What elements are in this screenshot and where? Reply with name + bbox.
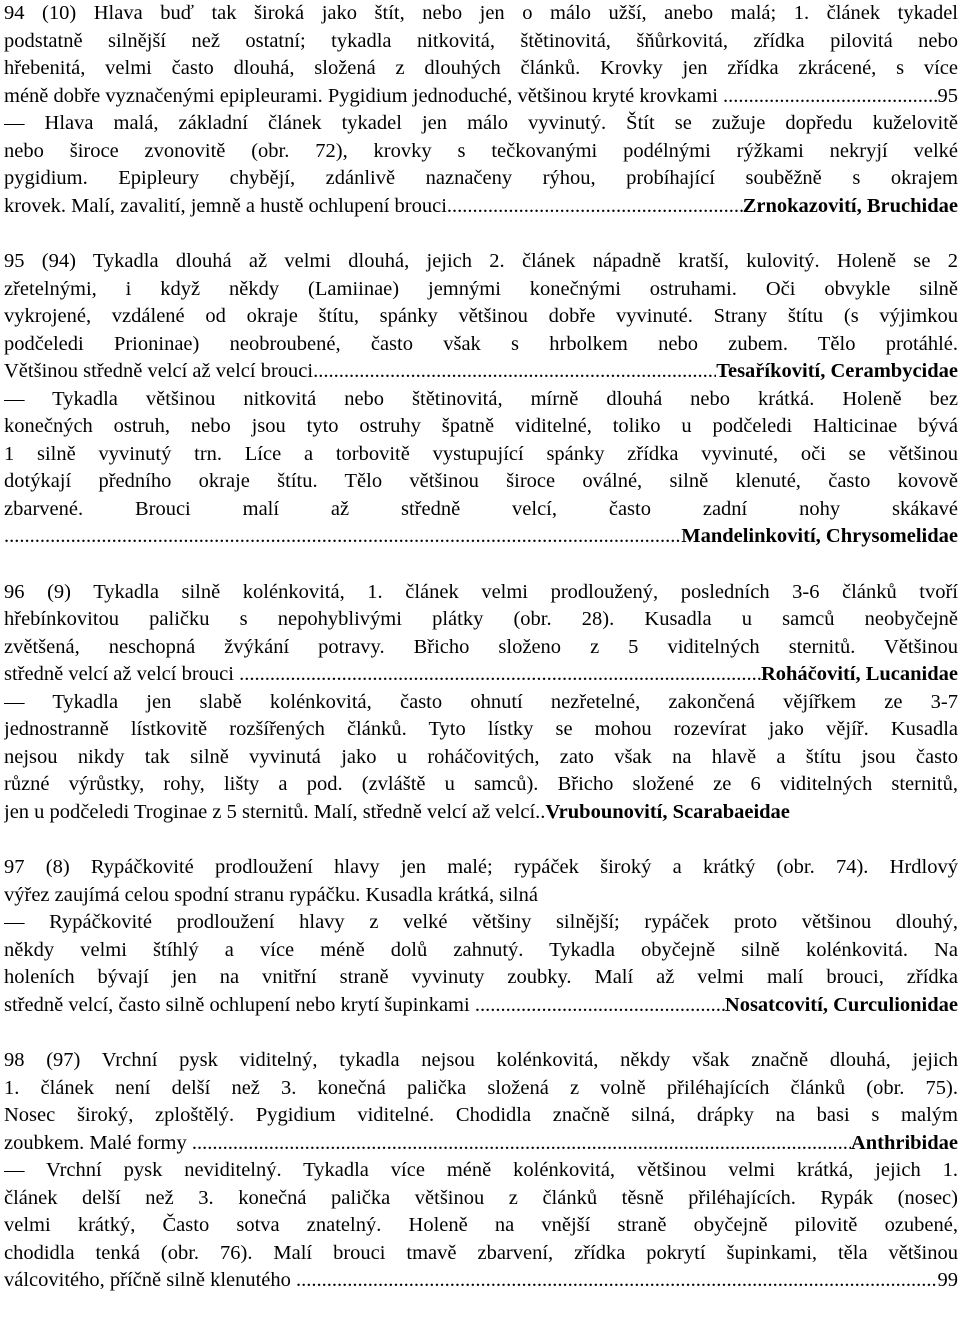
dot-leader xyxy=(480,992,725,1020)
dot-leader xyxy=(301,1267,937,1295)
key-entry-98 xyxy=(4,1047,958,1295)
text-line: 94 (10) Hlava buď tak široká jako štít, nebo jen o málo užší, anebo malá; 1. článek tykadel xyxy=(4,2,958,24)
text-line: pygidium. Epipleury chybějí, zdánlivě naznačeny rýhou, probíhající souběžně s okrajem xyxy=(4,167,958,189)
text-line: holeních bývají jen na vnitřní straně vyvinuty zoubky. Malí až velmi malí brouci, zřídka xyxy=(4,966,958,988)
text-line: — Tykadla jen slabě kolénkovitá, často ohnutí nezřetelné, zakončená vějířkem ze 3-7 xyxy=(4,690,958,713)
leader-line xyxy=(4,992,958,1020)
dot-leader xyxy=(535,799,545,827)
leader-line xyxy=(4,661,958,689)
leader-line xyxy=(4,1130,958,1158)
text-line: jen u podčeledi Troginae z 5 sternitů. Malí, středně velcí až velcí xyxy=(4,800,536,823)
family-name: Anthribidae xyxy=(850,1131,958,1154)
text-line: nebo široce zvonovitě (obr. 72), krovky s tečkovanými podélnými rýžkami nekryjí velké xyxy=(4,139,958,162)
text-line: středně velcí až velcí brouci . xyxy=(4,663,245,685)
dot-leader xyxy=(4,523,681,551)
key-reference: 99 xyxy=(937,1269,958,1291)
dot-leader xyxy=(197,1130,851,1158)
key-reference: 95 xyxy=(937,84,958,107)
text-line: středně velcí, často silně ochlupení nebo krytí šupinkami . xyxy=(4,993,480,1016)
key-entry-94 xyxy=(4,0,958,220)
text-line: zoubkem. Malé formy . xyxy=(4,1131,197,1154)
text-line: chodidla tenká (obr. 76). Malí brouci tmavě zbarvení, zřídka pokrytí šupinkami, těla většinou xyxy=(4,1241,958,1264)
text-line: 96 (9) Tykadla silně kolénkovitá, 1. článek velmi prodloužený, posledních 3-6 článků tvoří xyxy=(4,580,958,603)
text-line: méně dobře vyznačenými epipleurami. Pygidium jednoduché, většinou kryté krovkami . xyxy=(4,84,729,107)
text-line: zvětšená, neschopná žvýkání potravy. Břicho složeno z 5 viditelných sternitů. Většinou xyxy=(4,635,958,658)
key-entry-95 xyxy=(4,248,958,551)
dot-leader xyxy=(313,358,716,386)
text-line: — Tykadla většinou nitkovitá nebo štětinovitá, mírně dlouhá nebo krátká. Holeně bez xyxy=(4,387,958,410)
family-name: Tesaříkovití, Cerambycidae xyxy=(716,360,958,382)
text-line: Většinou středně velcí až velcí brouci xyxy=(4,360,314,382)
leader-line xyxy=(4,193,958,221)
text-line: zřetelnými, i když někdy (Lamiinae) jemnými konečnými ostruhami. Oči obvykle silně xyxy=(4,277,958,300)
leader-line xyxy=(4,83,958,111)
text-line: — Hlava malá, základní článek tykadel jen málo vyvinutý. Štít se zužuje dopředu kuželovitě xyxy=(4,112,958,134)
text-line: jednostranně lístkovitě rozšířených článků. Tyto lístky se mohou rozevírat jako vějíř. Kusadla xyxy=(4,718,958,740)
family-name: Vrubounovití, Scarabaeidae xyxy=(545,800,790,823)
text-line: hřebínkovitou paličku s nepohyblivými plátky (obr. 28). Kusadla u samců neobyčejně xyxy=(4,608,958,630)
text-line: podstatně silnější než ostatní; tykadla nitkovitá, štětinovitá, šňůrkovitá, zřídka pilovitá nebo xyxy=(4,29,958,52)
family-name: Nosatcovití, Curculionidae xyxy=(724,993,958,1016)
text-line: — Rypáčkovité prodloužení hlavy z velké většiny silnější; rypáček proto většinou dlouhý, xyxy=(4,911,958,933)
family-name: Mandelinkovití, Chrysomelidae xyxy=(681,525,958,547)
text-line: Nosec široký, zploštělý. Pygidium viditelné. Chodidla značně silná, drápky na basi s malým xyxy=(4,1104,958,1126)
text-line: hřebenitá, velmi často dlouhá, složená z dlouhých článků. Krovky jen zřídka zkrácené, s více xyxy=(4,57,958,79)
text-line: různé výrůstky, rohy, lišty a pod. (zvláště u samců). Břicho složené ze 6 viditelných sternitů, xyxy=(4,773,958,795)
leader-line xyxy=(4,523,958,551)
text-line: podčeledi Prioninae) neobroubené, často však s hrbolkem nebo zubem. Tělo protáhlé. xyxy=(4,332,958,355)
text-line: válcovitého, příčně silně klenutého . xyxy=(4,1269,302,1291)
text-line: vykrojené, vzdálené od okraje štítu, spánky většinou dobře vyvinuté. Strany štítu (s výjimkou xyxy=(4,305,958,327)
text-line: nejsou nikdy tak silně vyvinutá jako u roháčovitých, zato však na hlavě a štítu jsou často xyxy=(4,745,958,768)
leader-line xyxy=(4,1267,958,1295)
dot-leader xyxy=(728,83,937,111)
text-line: 98 (97) Vrchní pysk viditelný, tykadla nejsou kolénkovitá, někdy však značně dlouhá, jejich xyxy=(4,1049,958,1071)
key-entry-97 xyxy=(4,854,958,1019)
text-line: 1. článek není delší než 3. konečná palička složená z volně přiléhajících článků (obr. 75). xyxy=(4,1076,958,1099)
text-line: 97 (8) Rypáčkovité prodloužení hlavy jen malé; rypáček široký a krátký (obr. 74). Hrdlový xyxy=(4,856,958,878)
text-line: — Vrchní pysk neviditelný. Tykadla více méně kolénkovitá, většinou velmi krátká, jejich 1. xyxy=(4,1159,958,1181)
text-line: výřez zaujímá celou spodní stranu rypáčku. Kusadla krátká, silná xyxy=(4,883,538,906)
text-line: dotýkají předního okraje štítu. Tělo většinou široce oválné, silně klenuté, často kovově xyxy=(4,470,958,492)
leader-line xyxy=(4,358,958,386)
family-name: Zrnokazovití, Bruchidae xyxy=(742,194,958,217)
text-line: velmi krátký, Často sotva znatelný. Holeně na vnější straně obyčejně pilovitě ozubené, xyxy=(4,1214,958,1236)
text-line: zbarvené. Brouci malí až středně velcí, často zadní nohy skákavé xyxy=(4,497,958,520)
leader-line xyxy=(4,799,958,827)
dot-leader xyxy=(244,661,761,689)
text-line: článek delší než 3. konečná palička většinou z článků těsně přiléhajících. Rypák (nosec) xyxy=(4,1186,958,1209)
text-line: 95 (94) Tykadla dlouhá až velmi dlouhá, jejich 2. článek nápadně kratší, kulovitý. Holeně se 2 xyxy=(4,250,958,272)
key-entry-96 xyxy=(4,579,958,827)
text-line: konečných ostruh, nebo jsou tyto ostruhy špatně viditelné, toliko u podčeledi Halticinae bývá xyxy=(4,415,958,437)
dot-leader xyxy=(447,193,743,221)
family-name: Roháčovití, Lucanidae xyxy=(760,663,958,685)
text-line: 1 silně vyvinutý trn. Líce a torbovitě vystupující spánky zřídka vyvinuté, oči se většinou xyxy=(4,442,958,465)
text-line: někdy velmi štíhlý a více méně dolů zahnutý. Tykadla obyčejně silně kolénkovitá. Na xyxy=(4,938,958,961)
text-line: krovek. Malí, zavalití, jemně a hustě ochlupení brouci xyxy=(4,194,447,217)
document-page xyxy=(4,0,958,1295)
